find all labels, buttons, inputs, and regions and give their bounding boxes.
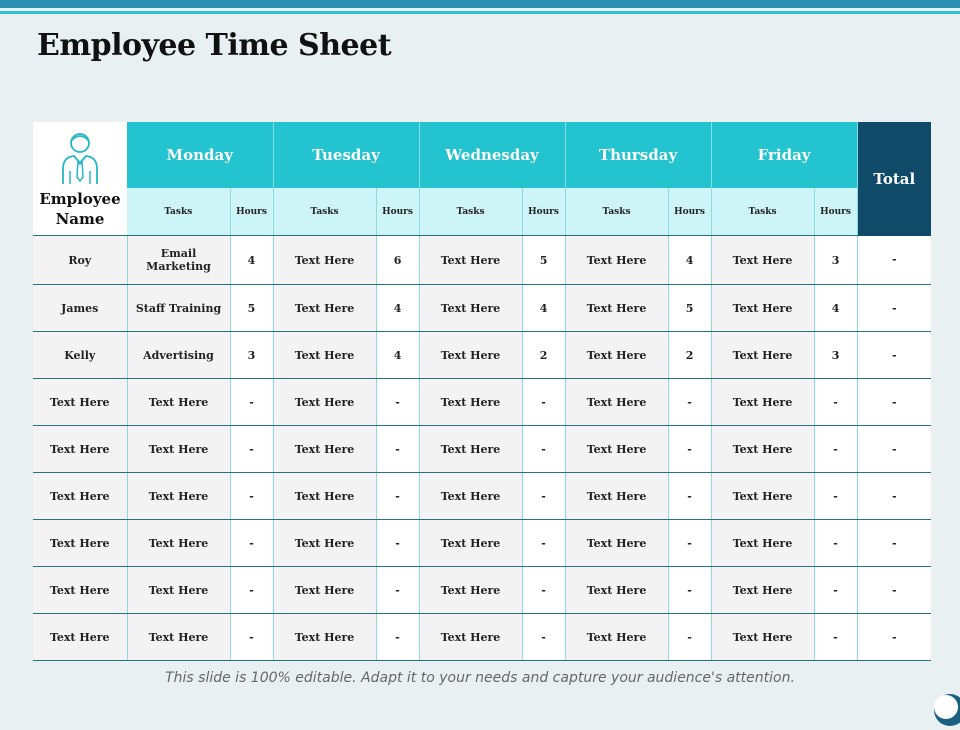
- timesheet: [33, 122, 931, 661]
- hours-cell: -: [522, 426, 565, 473]
- hours-cell: -: [668, 567, 711, 614]
- task-cell: Staff Training: [127, 285, 230, 332]
- task-cell: Text Here: [127, 379, 230, 426]
- task-cell: Text Here: [711, 520, 814, 567]
- tasks-header: Tasks: [711, 188, 814, 236]
- hours-cell: -: [668, 473, 711, 520]
- task-cell: Text Here: [419, 567, 522, 614]
- hours-cell: -: [230, 567, 273, 614]
- task-cell: Text Here: [273, 520, 376, 567]
- task-cell: Text Here: [565, 473, 668, 520]
- task-cell: Text Here: [419, 426, 522, 473]
- hours-cell: 2: [522, 332, 565, 379]
- hours-cell: -: [668, 426, 711, 473]
- employee-name-header: [33, 122, 127, 236]
- employee-name-cell: Roy: [33, 236, 127, 285]
- hours-cell: 2: [668, 332, 711, 379]
- employee-name-cell: Kelly: [33, 332, 127, 379]
- top-accent-bar: [0, 0, 960, 8]
- task-cell: Text Here: [419, 473, 522, 520]
- day-header-thursday: Thursday: [565, 122, 711, 188]
- task-cell: Text Here: [565, 379, 668, 426]
- hours-cell: 3: [814, 332, 857, 379]
- table-row: [33, 332, 931, 379]
- hours-cell: -: [230, 614, 273, 661]
- task-cell: Text Here: [127, 473, 230, 520]
- task-cell: Text Here: [419, 520, 522, 567]
- task-cell: Text Here: [273, 614, 376, 661]
- hours-cell: -: [814, 426, 857, 473]
- task-cell: Text Here: [565, 426, 668, 473]
- day-header-monday: Monday: [127, 122, 273, 188]
- employee-name-cell: Text Here: [33, 614, 127, 661]
- task-cell: Text Here: [711, 567, 814, 614]
- task-cell: Text Here: [711, 332, 814, 379]
- sub-header-row: [33, 188, 931, 236]
- table-row: [33, 614, 931, 661]
- hours-cell: 4: [522, 285, 565, 332]
- tasks-header: Tasks: [273, 188, 376, 236]
- hours-cell: -: [814, 567, 857, 614]
- tasks-header: Tasks: [565, 188, 668, 236]
- task-cell: Advertising: [127, 332, 230, 379]
- hours-cell: 5: [522, 236, 565, 285]
- timesheet-table: [33, 122, 931, 661]
- task-cell: Text Here: [127, 614, 230, 661]
- total-cell: -: [857, 285, 931, 332]
- employee-name-cell: Text Here: [33, 520, 127, 567]
- hours-cell: -: [814, 379, 857, 426]
- table-row: [33, 520, 931, 567]
- hours-cell: -: [230, 520, 273, 567]
- circle-swirl-icon: [930, 690, 960, 730]
- task-cell: Text Here: [565, 567, 668, 614]
- hours-cell: 3: [814, 236, 857, 285]
- hours-header: Hours: [668, 188, 711, 236]
- day-header-wednesday: Wednesday: [419, 122, 565, 188]
- table-row: [33, 426, 931, 473]
- day-header-row: [33, 122, 931, 188]
- task-cell: Text Here: [273, 426, 376, 473]
- employee-name-cell: Text Here: [33, 567, 127, 614]
- hours-cell: -: [230, 426, 273, 473]
- table-row: [33, 473, 931, 520]
- task-cell: Text Here: [273, 285, 376, 332]
- task-cell: Text Here: [565, 614, 668, 661]
- day-header-friday: Friday: [711, 122, 857, 188]
- total-cell: -: [857, 332, 931, 379]
- hours-cell: 5: [230, 285, 273, 332]
- task-cell: Text Here: [127, 426, 230, 473]
- task-cell: Text Here: [711, 473, 814, 520]
- task-cell: Text Here: [419, 332, 522, 379]
- hours-cell: 4: [230, 236, 273, 285]
- task-cell: Email Marketing: [127, 236, 230, 285]
- employee-name-cell: Text Here: [33, 426, 127, 473]
- hours-cell: -: [230, 379, 273, 426]
- employee-name-label: Employee Name: [39, 189, 121, 228]
- employee-name-cell: Text Here: [33, 379, 127, 426]
- hours-header: Hours: [376, 188, 419, 236]
- hours-cell: -: [522, 520, 565, 567]
- hours-cell: 5: [668, 285, 711, 332]
- task-cell: Text Here: [273, 567, 376, 614]
- task-cell: Text Here: [273, 236, 376, 285]
- hours-cell: -: [376, 614, 419, 661]
- employee-name-cell: Text Here: [33, 473, 127, 520]
- table-row: [33, 567, 931, 614]
- table-row: [33, 285, 931, 332]
- task-cell: Text Here: [565, 520, 668, 567]
- top-accent-line: [0, 11, 960, 14]
- task-cell: Text Here: [273, 332, 376, 379]
- hours-header: Hours: [230, 188, 273, 236]
- total-cell: -: [857, 520, 931, 567]
- hours-cell: -: [814, 473, 857, 520]
- hours-cell: -: [522, 379, 565, 426]
- hours-cell: -: [814, 520, 857, 567]
- timesheet-body: [33, 236, 931, 661]
- task-cell: Text Here: [711, 426, 814, 473]
- person-icon: [60, 129, 100, 185]
- hours-cell: 6: [376, 236, 419, 285]
- hours-cell: -: [668, 614, 711, 661]
- hours-cell: 4: [814, 285, 857, 332]
- table-row: [33, 379, 931, 426]
- total-cell: -: [857, 379, 931, 426]
- hours-header: Hours: [814, 188, 857, 236]
- hours-cell: 4: [668, 236, 711, 285]
- day-header-tuesday: Tuesday: [273, 122, 419, 188]
- hours-cell: -: [522, 567, 565, 614]
- table-row: [33, 236, 931, 285]
- task-cell: Text Here: [565, 236, 668, 285]
- hours-cell: 3: [230, 332, 273, 379]
- tasks-header: Tasks: [127, 188, 230, 236]
- task-cell: Text Here: [419, 236, 522, 285]
- task-cell: Text Here: [273, 379, 376, 426]
- task-cell: Text Here: [711, 285, 814, 332]
- total-cell: -: [857, 236, 931, 285]
- page-title: Employee Time Sheet: [37, 28, 392, 63]
- total-cell: -: [857, 473, 931, 520]
- hours-cell: -: [668, 379, 711, 426]
- hours-cell: -: [668, 520, 711, 567]
- hours-cell: -: [814, 614, 857, 661]
- task-cell: Text Here: [711, 379, 814, 426]
- task-cell: Text Here: [127, 567, 230, 614]
- task-cell: Text Here: [273, 473, 376, 520]
- task-cell: Text Here: [127, 520, 230, 567]
- task-cell: Text Here: [419, 614, 522, 661]
- task-cell: Text Here: [565, 332, 668, 379]
- hours-cell: -: [522, 614, 565, 661]
- tasks-header: Tasks: [419, 188, 522, 236]
- employee-name-cell: James: [33, 285, 127, 332]
- hours-cell: 4: [376, 285, 419, 332]
- hours-cell: -: [230, 473, 273, 520]
- task-cell: Text Here: [711, 614, 814, 661]
- task-cell: Text Here: [419, 285, 522, 332]
- task-cell: Text Here: [711, 236, 814, 285]
- task-cell: Text Here: [419, 379, 522, 426]
- hours-cell: -: [376, 426, 419, 473]
- total-cell: -: [857, 426, 931, 473]
- hours-cell: 4: [376, 332, 419, 379]
- total-cell: -: [857, 614, 931, 661]
- hours-cell: -: [376, 379, 419, 426]
- total-header: Total: [857, 122, 931, 236]
- footer-note: This slide is 100% editable. Adapt it to your needs and capture your audience's attention.: [165, 670, 795, 686]
- hours-cell: -: [522, 473, 565, 520]
- task-cell: Text Here: [565, 285, 668, 332]
- hours-cell: -: [376, 473, 419, 520]
- total-cell: -: [857, 567, 931, 614]
- hours-cell: -: [376, 520, 419, 567]
- hours-cell: -: [376, 567, 419, 614]
- hours-header: Hours: [522, 188, 565, 236]
